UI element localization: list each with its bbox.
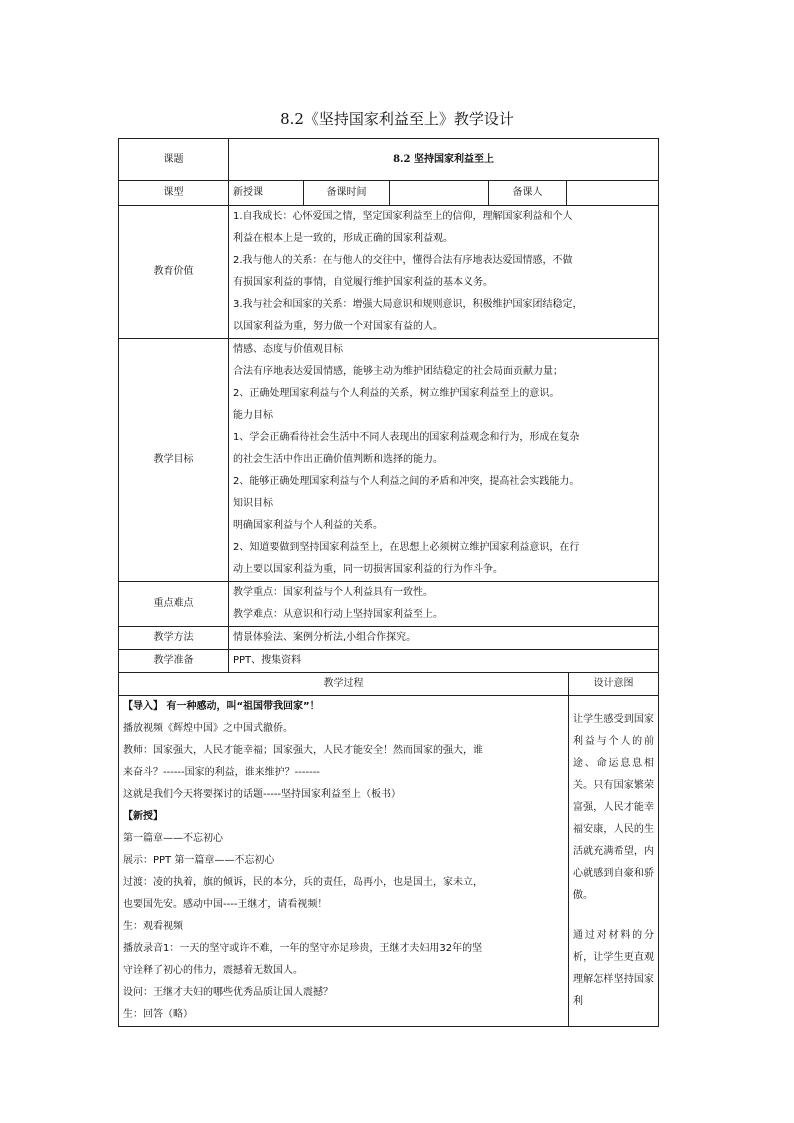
intent-text-2: 通过对材料的分析，让学生更直观理解怎样坚持国家利	[573, 930, 655, 1007]
goals-line: 明确国家利益与个人利益的关系。	[233, 520, 383, 531]
goals-line: 的社会生活中作出正确价值判断和选择的能力。	[233, 454, 443, 465]
process-line: 守诠释了初心的伟力，震撼着无数国人。	[123, 965, 303, 976]
keypoints-label: 重点难点	[119, 582, 229, 627]
process-line-text: 【导入】 有一种感动，叫“祖国带我回家”！	[123, 701, 320, 712]
process-line	[123, 696, 564, 718]
edu-value-line: 以国家利益为重，努力做一个对国家有益的人。	[233, 321, 443, 332]
topic-label: 课题	[119, 139, 229, 181]
intent-text-1: 让学生感受到国家利益与个人的前途、命运息息相关。只有国家繁荣富强，人民才能幸福安康，人民的生活就充满希望，内心就感到自豪和骄傲。	[573, 714, 655, 901]
goals-label: 教学目标	[119, 339, 229, 582]
preparer-value	[567, 181, 659, 206]
goals-line: 1、学会正确看待社会生活中不同人表现出的国家利益观念和行为，形成在复杂	[233, 432, 580, 443]
process-line: 【新授】	[123, 811, 163, 822]
goals-line: 动上要以国家利益为重，同一切损害国家利益的行为作斗争。	[233, 564, 503, 575]
method-label: 教学方法	[119, 627, 229, 650]
process-row	[119, 696, 659, 1027]
process-line: 第一篇章——不忘初心	[123, 833, 223, 844]
type-label: 课型	[119, 181, 229, 206]
process-header-row	[119, 673, 659, 696]
edu-value-content	[229, 206, 659, 339]
edu-value-line: 1.自我成长：心怀爱国之情，坚定国家利益至上的信仰，理解国家利益和个人	[233, 211, 573, 222]
goals-row	[119, 339, 659, 582]
edu-value-line: 3.我与社会和国家的关系：增强大局意识和规则意识，积极维护国家团结稳定，	[233, 299, 583, 310]
process-line: 这就是我们今天将要探讨的话题-----坚持国家利益至上（板书）	[123, 789, 402, 800]
process-line: 也要国先安。感动中国----王继才，请看视频！	[123, 899, 328, 910]
intent-content	[569, 696, 659, 1027]
type-value: 新授课	[229, 181, 304, 206]
process-line: 展示：PPT 第一篇章——不忘初心	[123, 855, 275, 866]
process-line: 过渡：凌的执着，旗的倾诉，民的本分，兵的责任，岛再小，也是国土，家未立，	[123, 877, 483, 888]
process-line: 来奋斗？------国家的利益，谁来维护？-------	[123, 767, 320, 778]
type-row	[119, 181, 659, 206]
goals-content	[229, 339, 659, 582]
preparer-label: 备课人	[489, 181, 567, 206]
goals-line: 2、知道要做到坚持国家利益至上，在思想上必须树立维护国家利益意识，在行	[233, 542, 580, 553]
keypoint-line: 教学难点：从意识和行动上坚持国家利益至上。	[233, 609, 443, 620]
keypoint-line: 教学重点：国家利益与个人利益具有一致性。	[233, 587, 433, 598]
topic-value: 8.2 坚持国家利益至上	[229, 139, 659, 181]
process-header: 教学过程	[119, 673, 569, 696]
keypoints-row	[119, 582, 659, 627]
process-content	[119, 696, 569, 1027]
goals-line: 合法有序地表达爱国情感，能够主动为维护团结稳定的社会局面贡献力量；	[233, 366, 563, 377]
process-line: 设问：王继才夫妇的哪些优秀品质让国人震撼？	[123, 987, 333, 998]
process-line: 生：回答（略）	[123, 1009, 193, 1020]
process-line: 播放视频《辉煌中国》之中国式撤侨。	[123, 723, 293, 734]
goals-line: 2、能够正确处理国家利益与个人利益之间的矛盾和冲突，提高社会实践能力。	[233, 476, 580, 487]
topic-row	[119, 139, 659, 181]
method-row	[119, 627, 659, 650]
keypoints-content	[229, 582, 659, 627]
process-line: 播放录音1：一天的坚守或许不难，一年的坚守亦足珍贵，王继才夫妇用32年的坚	[123, 943, 483, 954]
document-title: 8.2《坚持国家利益至上》教学设计	[280, 110, 514, 128]
edu-value-line: 有损国家利益的事情，自觉履行维护国家利益的基本义务。	[233, 277, 493, 288]
intent-spacer	[573, 907, 654, 925]
goals-line: 能力目标	[233, 410, 273, 421]
edu-value-line: 2.我与他人的关系：在与他人的交往中，懂得合法有序地表达爱国情感，不做	[233, 255, 573, 266]
prep-label: 教学准备	[119, 650, 229, 673]
prep-time-value	[390, 181, 489, 206]
lesson-plan-table	[118, 138, 659, 1027]
prep-row	[119, 650, 659, 673]
intent-header: 设计意图	[569, 673, 659, 696]
goals-line: 2、正确处理国家利益与个人利益的关系，树立维护国家利益至上的意识。	[233, 388, 560, 399]
goals-line: 知识目标	[233, 498, 273, 509]
edu-value-row	[119, 206, 659, 339]
method-value: 情景体验法、案例分析法,小组合作探究。	[229, 627, 659, 650]
prep-value: PPT、搜集资料	[229, 650, 659, 673]
process-line: 生：观看视频	[123, 921, 183, 932]
process-line: 教师：国家强大，人民才能幸福；国家强大，人民才能安全！然而国家的强大，谁	[123, 745, 483, 756]
edu-value-line: 利益在根本上是一致的，形成正确的国家利益观。	[233, 233, 453, 244]
prep-time-label: 备课时间	[304, 181, 390, 206]
edu-value-label: 教育价值	[119, 206, 229, 339]
goals-line: 情感、态度与价值观目标	[233, 344, 343, 355]
